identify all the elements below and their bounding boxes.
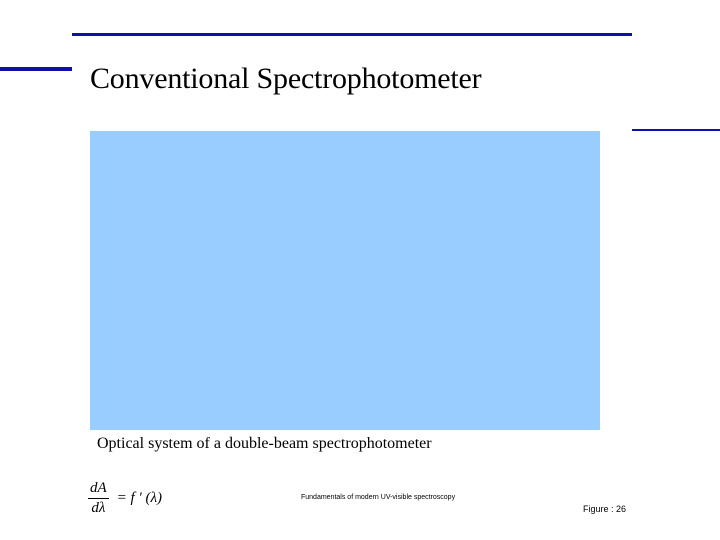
top-rule <box>72 33 632 36</box>
figure-image-placeholder <box>90 131 600 430</box>
figure-caption: Optical system of a double-beam spectrophotometer <box>97 435 432 452</box>
figure-number: Figure : 26 <box>583 504 627 514</box>
equation-denominator: dλ <box>91 500 106 516</box>
equation-numerator: dA <box>88 480 109 499</box>
left-rule <box>0 67 72 71</box>
slide-title: Conventional Spectrophotometer <box>90 62 482 95</box>
equation-fraction <box>88 480 109 517</box>
right-rule <box>632 129 720 131</box>
derivative-equation <box>88 480 162 517</box>
equation-rhs: = f ′ (λ) <box>116 490 162 506</box>
source-note: Fundamentals of modern UV-visible spectroscopy <box>301 494 456 501</box>
